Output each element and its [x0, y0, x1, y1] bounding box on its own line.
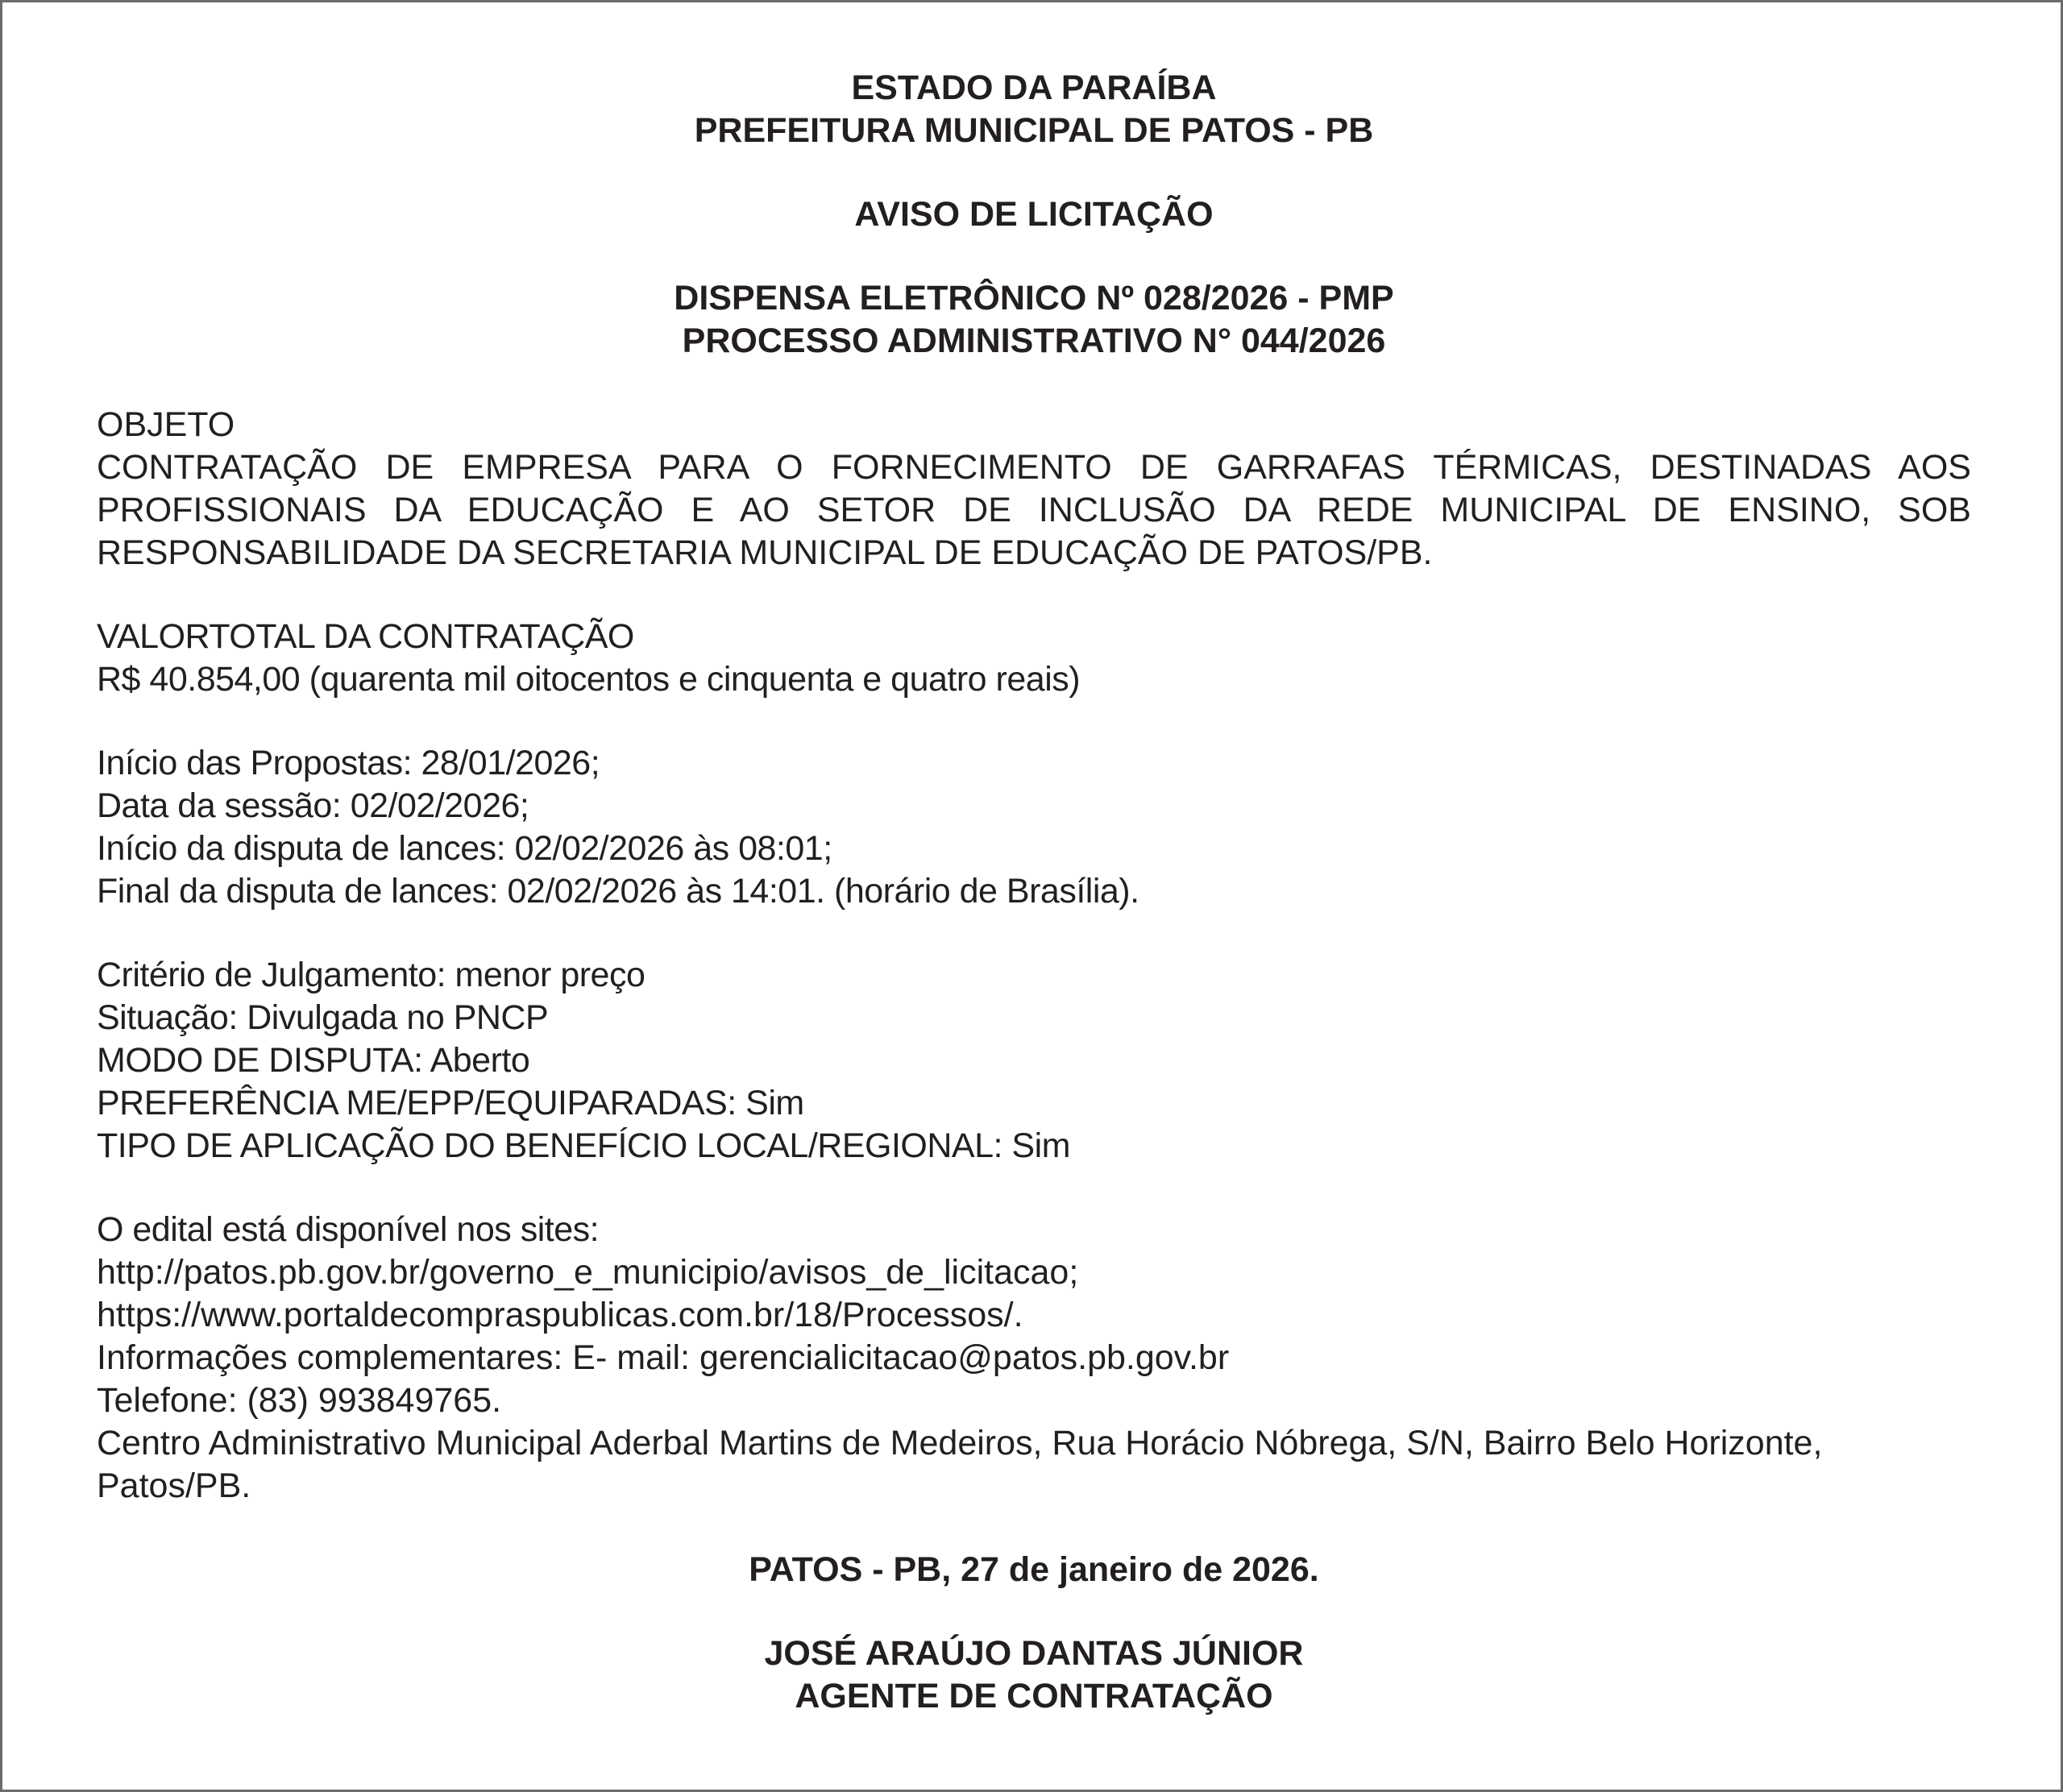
valor-label: VALORTOTAL DA CONTRATAÇÃO: [97, 617, 634, 656]
date-item: Início da disputa de lances: 02/02/2026 às 08:01;: [97, 829, 832, 868]
address-text: Centro Administrativo Municipal Aderbal Martins de Medeiros, Rua Horácio Nóbrega, S/N, Bairro Belo Horizonte, Patos/PB.: [97, 1424, 1823, 1505]
details-section: [97, 954, 1971, 1168]
state-heading: ESTADO DA PARAÍBA: [851, 68, 1217, 107]
objeto-label: OBJETO: [97, 405, 235, 444]
valor-amount: R$ 40.854,00 (quarenta mil oitocentos e cinquenta e quatro reais): [97, 660, 1081, 699]
contact-phone: Telefone: (83) 993849765.: [97, 1381, 502, 1420]
objeto-text: CONTRATAÇÃO DE EMPRESA PARA O FORNECIMENTO DE GARRAFAS TÉRMICAS, DESTINADAS AOS PROFISSIONAIS DA EDUCAÇÃO E AO SETOR DE INCLUSÃO DA REDE MUNICIPAL DE ENSINO, SOB RESPONSABILIDADE DA SECRETARIA MUNICIPAL DE EDUCAÇÃO DE PATOS/PB.: [97, 448, 1971, 572]
objeto-section: [97, 404, 1971, 575]
date-item: Data da sessão: 02/02/2026;: [97, 786, 529, 825]
date-place: PATOS - PB, 27 de janeiro de 2026.: [749, 1550, 1319, 1589]
notice-title: AVISO DE LICITAÇÃO: [854, 195, 1214, 234]
detail-item: MODO DE DISPUTA: Aberto: [97, 1041, 530, 1080]
detail-item: PREFERÊNCIA ME/EPP/EQUIPARADAS: Sim: [97, 1084, 804, 1122]
detail-item: TIPO DE APLICAÇÃO DO BENEFÍCIO LOCAL/REGIONAL: Sim: [97, 1126, 1070, 1165]
signer-name: JOSÉ ARAÚJO DANTAS JÚNIOR: [764, 1634, 1304, 1673]
dispensa-number: DISPENSA ELETRÔNICO Nº 028/2026 - PMP: [674, 279, 1394, 317]
notice-content: [97, 67, 1971, 1718]
edital-intro: O edital está disponível nos sites:: [97, 1210, 600, 1249]
edital-section: [97, 1209, 1971, 1508]
contact-email: Informações complementares: E- mail: gerencialicitacao@patos.pb.gov.br: [97, 1338, 1230, 1377]
notice-header: [97, 67, 1971, 363]
processo-number: PROCESSO ADMINISTRATIVO N° 044/2026: [682, 321, 1386, 360]
valor-section: [97, 616, 1971, 701]
notice-footer: [97, 1549, 1971, 1718]
date-item: Final da disputa de lances: 02/02/2026 às 14:01. (horário de Brasília).: [97, 872, 1139, 911]
city-hall-heading: PREFEITURA MUNICIPAL DE PATOS - PB: [694, 111, 1374, 150]
detail-item: Critério de Julgamento: menor preço: [97, 956, 645, 994]
edital-portal-link[interactable]: https://www.portaldecompraspublicas.com.br/18/Processos/.: [97, 1296, 1023, 1334]
signer-role: AGENTE DE CONTRATAÇÃO: [795, 1677, 1273, 1715]
dates-section: [97, 742, 1971, 913]
date-item: Início das Propostas: 28/01/2026;: [97, 744, 600, 782]
detail-item: Situação: Divulgada no PNCP: [97, 998, 549, 1037]
edital-site-link[interactable]: http://patos.pb.gov.br/governo_e_municipio/avisos_de_licitacao;: [97, 1253, 1079, 1292]
